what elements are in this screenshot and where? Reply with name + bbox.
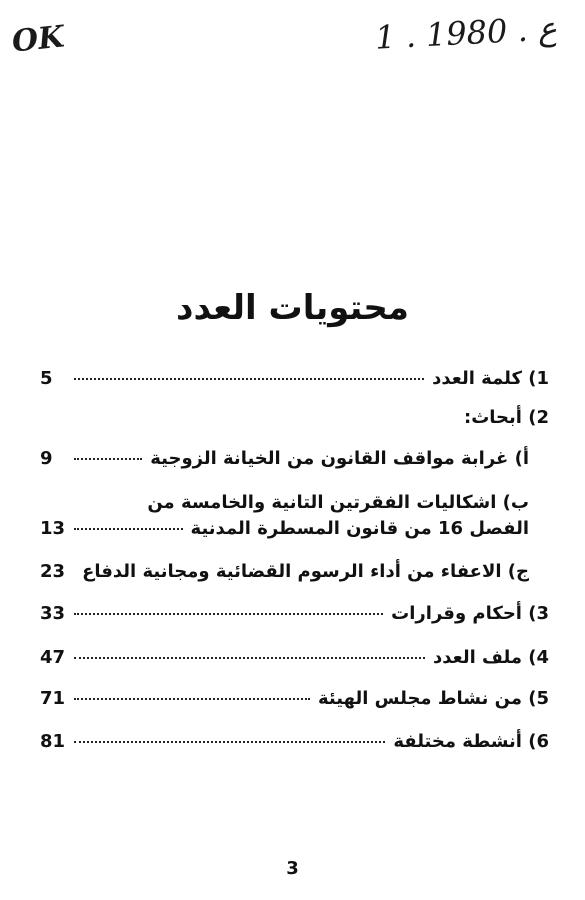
- toc-item-2b-line2: [40, 518, 529, 539]
- toc-leader-dots: [74, 458, 142, 460]
- toc-item-2c: [40, 561, 529, 582]
- toc-item-5: [40, 688, 549, 709]
- toc-item-page: 13: [40, 518, 66, 539]
- toc-item-page: 81: [40, 731, 66, 752]
- toc-item-label: 4) ملف العدد: [433, 647, 549, 668]
- toc-item-page: 5: [40, 368, 53, 389]
- toc-item-label: الفصل 16 من قانون المسطرة المدنية: [190, 518, 529, 539]
- toc-leader-dots: [74, 528, 183, 530]
- toc-item-label: 1) كلمة العدد: [432, 368, 549, 389]
- toc-item-2b-line1: ب) اشكاليات الفقرتين التانية والخامسة من: [147, 492, 529, 513]
- handwritten-date: 1 . ع . 1980: [374, 9, 558, 57]
- toc-item-4: [40, 647, 549, 668]
- toc-item-page: 47: [40, 647, 66, 668]
- page-number: 3: [286, 858, 299, 879]
- toc-leader-dots: [74, 657, 425, 659]
- toc-item-2a: [40, 448, 529, 469]
- toc-leader-dots: [74, 741, 385, 743]
- toc-item-page: 23: [40, 561, 66, 582]
- toc-item-label: 3) أحكام وقرارات: [391, 603, 549, 624]
- toc-item-1: [40, 368, 549, 389]
- toc-leader-dots: [74, 698, 310, 700]
- toc-leader-dots: [74, 613, 383, 615]
- toc-item-label: أ) غرابة مواقف القانون من الخيانة الزوجية: [150, 448, 529, 469]
- toc-item-3: [40, 603, 549, 624]
- toc-item-6: [40, 731, 549, 752]
- handwritten-ok-mark: OK: [10, 19, 66, 60]
- toc-item-label: ج) الاعفاء من أداء الرسوم القضائية ومجانية الدفاع: [82, 561, 529, 582]
- toc-item-page: 33: [40, 603, 66, 624]
- toc-item-page: 71: [40, 688, 66, 709]
- toc-item-label: 6) أنشطة مختلفة: [393, 731, 549, 752]
- toc-item-2: 2) أبحاث:: [464, 407, 549, 428]
- page-title: محتويات العدد: [176, 288, 409, 328]
- toc-leader-dots: [74, 378, 424, 380]
- toc-item-page: 9: [40, 448, 53, 469]
- toc-item-label: 5) من نشاط مجلس الهيئة: [317, 688, 549, 709]
